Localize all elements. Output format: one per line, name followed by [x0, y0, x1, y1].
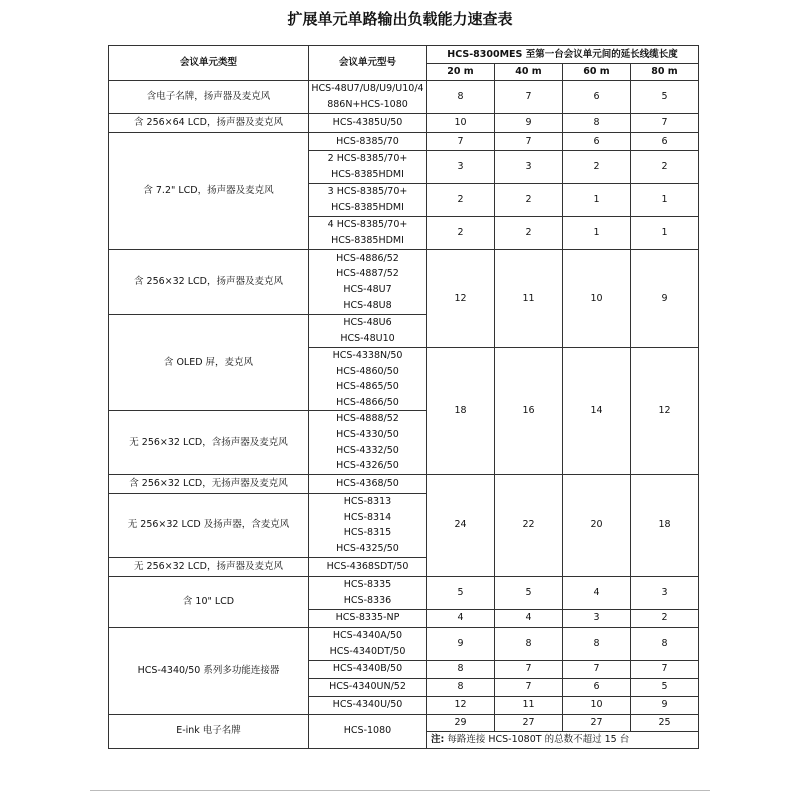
type-cell: 含 256×32 LCD，无扬声器及麦克风: [109, 474, 309, 493]
value-cell: 7: [631, 114, 699, 133]
value-cell: 8: [427, 678, 495, 696]
model-cell: HCS-48U7/U8/U9/U10/4 886N+HCS-1080: [309, 81, 427, 114]
value-cell: 5: [631, 678, 699, 696]
value-cell: 10: [563, 250, 631, 348]
type-cell: 无 256×32 LCD，扬声器及麦克风: [109, 557, 309, 576]
value-cell: 4: [563, 576, 631, 609]
value-cell: 11: [495, 250, 563, 348]
model-cell: 4 HCS-8385/70+ HCS-8385HDMI: [309, 217, 427, 250]
value-cell: 9: [495, 114, 563, 133]
type-cell: 含 256×32 LCD，扬声器及麦克风: [109, 250, 309, 315]
value-cell: 16: [495, 348, 563, 475]
type-cell: 含电子名牌，扬声器及麦克风: [109, 81, 309, 114]
header-20m: 20 m: [427, 64, 495, 81]
value-cell: 2: [427, 217, 495, 250]
load-capacity-table: [108, 45, 699, 749]
value-cell: 11: [495, 696, 563, 714]
value-cell: 2: [495, 184, 563, 217]
value-cell: 12: [427, 696, 495, 714]
type-cell: E-ink 电子名牌: [109, 714, 309, 748]
header-60m: 60 m: [563, 64, 631, 81]
footnote: [427, 731, 699, 748]
model-cell: HCS-1080: [309, 714, 427, 748]
value-cell: 3: [495, 151, 563, 184]
value-cell: 8: [563, 114, 631, 133]
footnote-text: 每路连接 HCS-1080T 的总数不超过 15 台: [447, 733, 630, 745]
bottom-divider: [90, 790, 710, 791]
value-cell: 2: [631, 609, 699, 627]
model-cell: HCS-48U6 HCS-48U10: [309, 315, 427, 348]
value-cell: 14: [563, 348, 631, 475]
page-title: 扩展单元单路输出负载能力速查表: [287, 10, 513, 28]
value-cell: 12: [427, 250, 495, 348]
value-cell: 29: [427, 714, 495, 731]
value-cell: 2: [427, 184, 495, 217]
value-cell: 10: [427, 114, 495, 133]
model-cell: HCS-8385/70: [309, 133, 427, 151]
value-cell: 7: [631, 660, 699, 678]
header-cable-length: HCS-8300MES 至第一台会议单元间的延长线缆长度: [427, 46, 699, 64]
value-cell: 8: [563, 627, 631, 660]
value-cell: 6: [563, 133, 631, 151]
value-cell: 1: [631, 184, 699, 217]
value-cell: 6: [563, 81, 631, 114]
model-cell: HCS-8335-NP: [309, 609, 427, 627]
value-cell: 7: [495, 660, 563, 678]
value-cell: 9: [427, 627, 495, 660]
value-cell: 7: [495, 133, 563, 151]
value-cell: 8: [427, 81, 495, 114]
model-cell: HCS-4340B/50: [309, 660, 427, 678]
value-cell: 27: [563, 714, 631, 731]
value-cell: 3: [427, 151, 495, 184]
value-cell: 6: [563, 678, 631, 696]
type-cell: 无 256×32 LCD，含扬声器及麦克风: [109, 411, 309, 474]
model-cell: HCS-4340A/50 HCS-4340DT/50: [309, 627, 427, 660]
value-cell: 4: [427, 609, 495, 627]
value-cell: 4: [495, 609, 563, 627]
model-cell: HCS-4338N/50 HCS-4860/50 HCS-4865/50 HCS-4866/50: [309, 348, 427, 411]
value-cell: 5: [495, 576, 563, 609]
value-cell: 9: [631, 696, 699, 714]
value-cell: 12: [631, 348, 699, 475]
value-cell: 5: [631, 81, 699, 114]
value-cell: 1: [563, 184, 631, 217]
value-cell: 25: [631, 714, 699, 731]
value-cell: 5: [427, 576, 495, 609]
value-cell: 1: [631, 217, 699, 250]
type-cell: 含 7.2" LCD，扬声器及麦克风: [109, 133, 309, 250]
footnote-label: 注:: [431, 733, 445, 745]
model-cell: 2 HCS-8385/70+ HCS-8385HDMI: [309, 151, 427, 184]
model-cell: HCS-4340UN/52: [309, 678, 427, 696]
model-cell: HCS-4340U/50: [309, 696, 427, 714]
type-cell: 含 10" LCD: [109, 576, 309, 627]
value-cell: 18: [631, 474, 699, 576]
type-cell: 含 OLED 屏，麦克风: [109, 315, 309, 411]
value-cell: 7: [495, 81, 563, 114]
model-cell: HCS-8335 HCS-8336: [309, 576, 427, 609]
value-cell: 3: [631, 576, 699, 609]
type-cell: 含 256×64 LCD，扬声器及麦克风: [109, 114, 309, 133]
value-cell: 7: [427, 133, 495, 151]
value-cell: 10: [563, 696, 631, 714]
value-cell: 6: [631, 133, 699, 151]
model-cell: HCS-8313 HCS-8314 HCS-8315 HCS-4325/50: [309, 493, 427, 557]
header-type: 会议单元类型: [109, 46, 309, 81]
value-cell: 18: [427, 348, 495, 475]
model-cell: HCS-4385U/50: [309, 114, 427, 133]
value-cell: 8: [427, 660, 495, 678]
header-model: 会议单元型号: [309, 46, 427, 81]
value-cell: 3: [563, 609, 631, 627]
value-cell: 8: [495, 627, 563, 660]
header-80m: 80 m: [631, 64, 699, 81]
model-cell: HCS-4886/52 HCS-4887/52 HCS-48U7 HCS-48U8: [309, 250, 427, 315]
header-40m: 40 m: [495, 64, 563, 81]
value-cell: 2: [631, 151, 699, 184]
value-cell: 8: [631, 627, 699, 660]
model-cell: HCS-4368/50: [309, 474, 427, 493]
value-cell: 7: [563, 660, 631, 678]
model-cell: HCS-4368SDT/50: [309, 557, 427, 576]
type-cell: 无 256×32 LCD 及扬声器，含麦克风: [109, 493, 309, 557]
model-cell: HCS-4888/52 HCS-4330/50 HCS-4332/50 HCS-4326/50: [309, 411, 427, 474]
value-cell: 22: [495, 474, 563, 576]
value-cell: 20: [563, 474, 631, 576]
value-cell: 2: [563, 151, 631, 184]
value-cell: 9: [631, 250, 699, 348]
model-cell: 3 HCS-8385/70+ HCS-8385HDMI: [309, 184, 427, 217]
type-cell: HCS-4340/50 系列多功能连接器: [109, 627, 309, 714]
value-cell: 7: [495, 678, 563, 696]
value-cell: 24: [427, 474, 495, 576]
value-cell: 27: [495, 714, 563, 731]
value-cell: 2: [495, 217, 563, 250]
value-cell: 1: [563, 217, 631, 250]
